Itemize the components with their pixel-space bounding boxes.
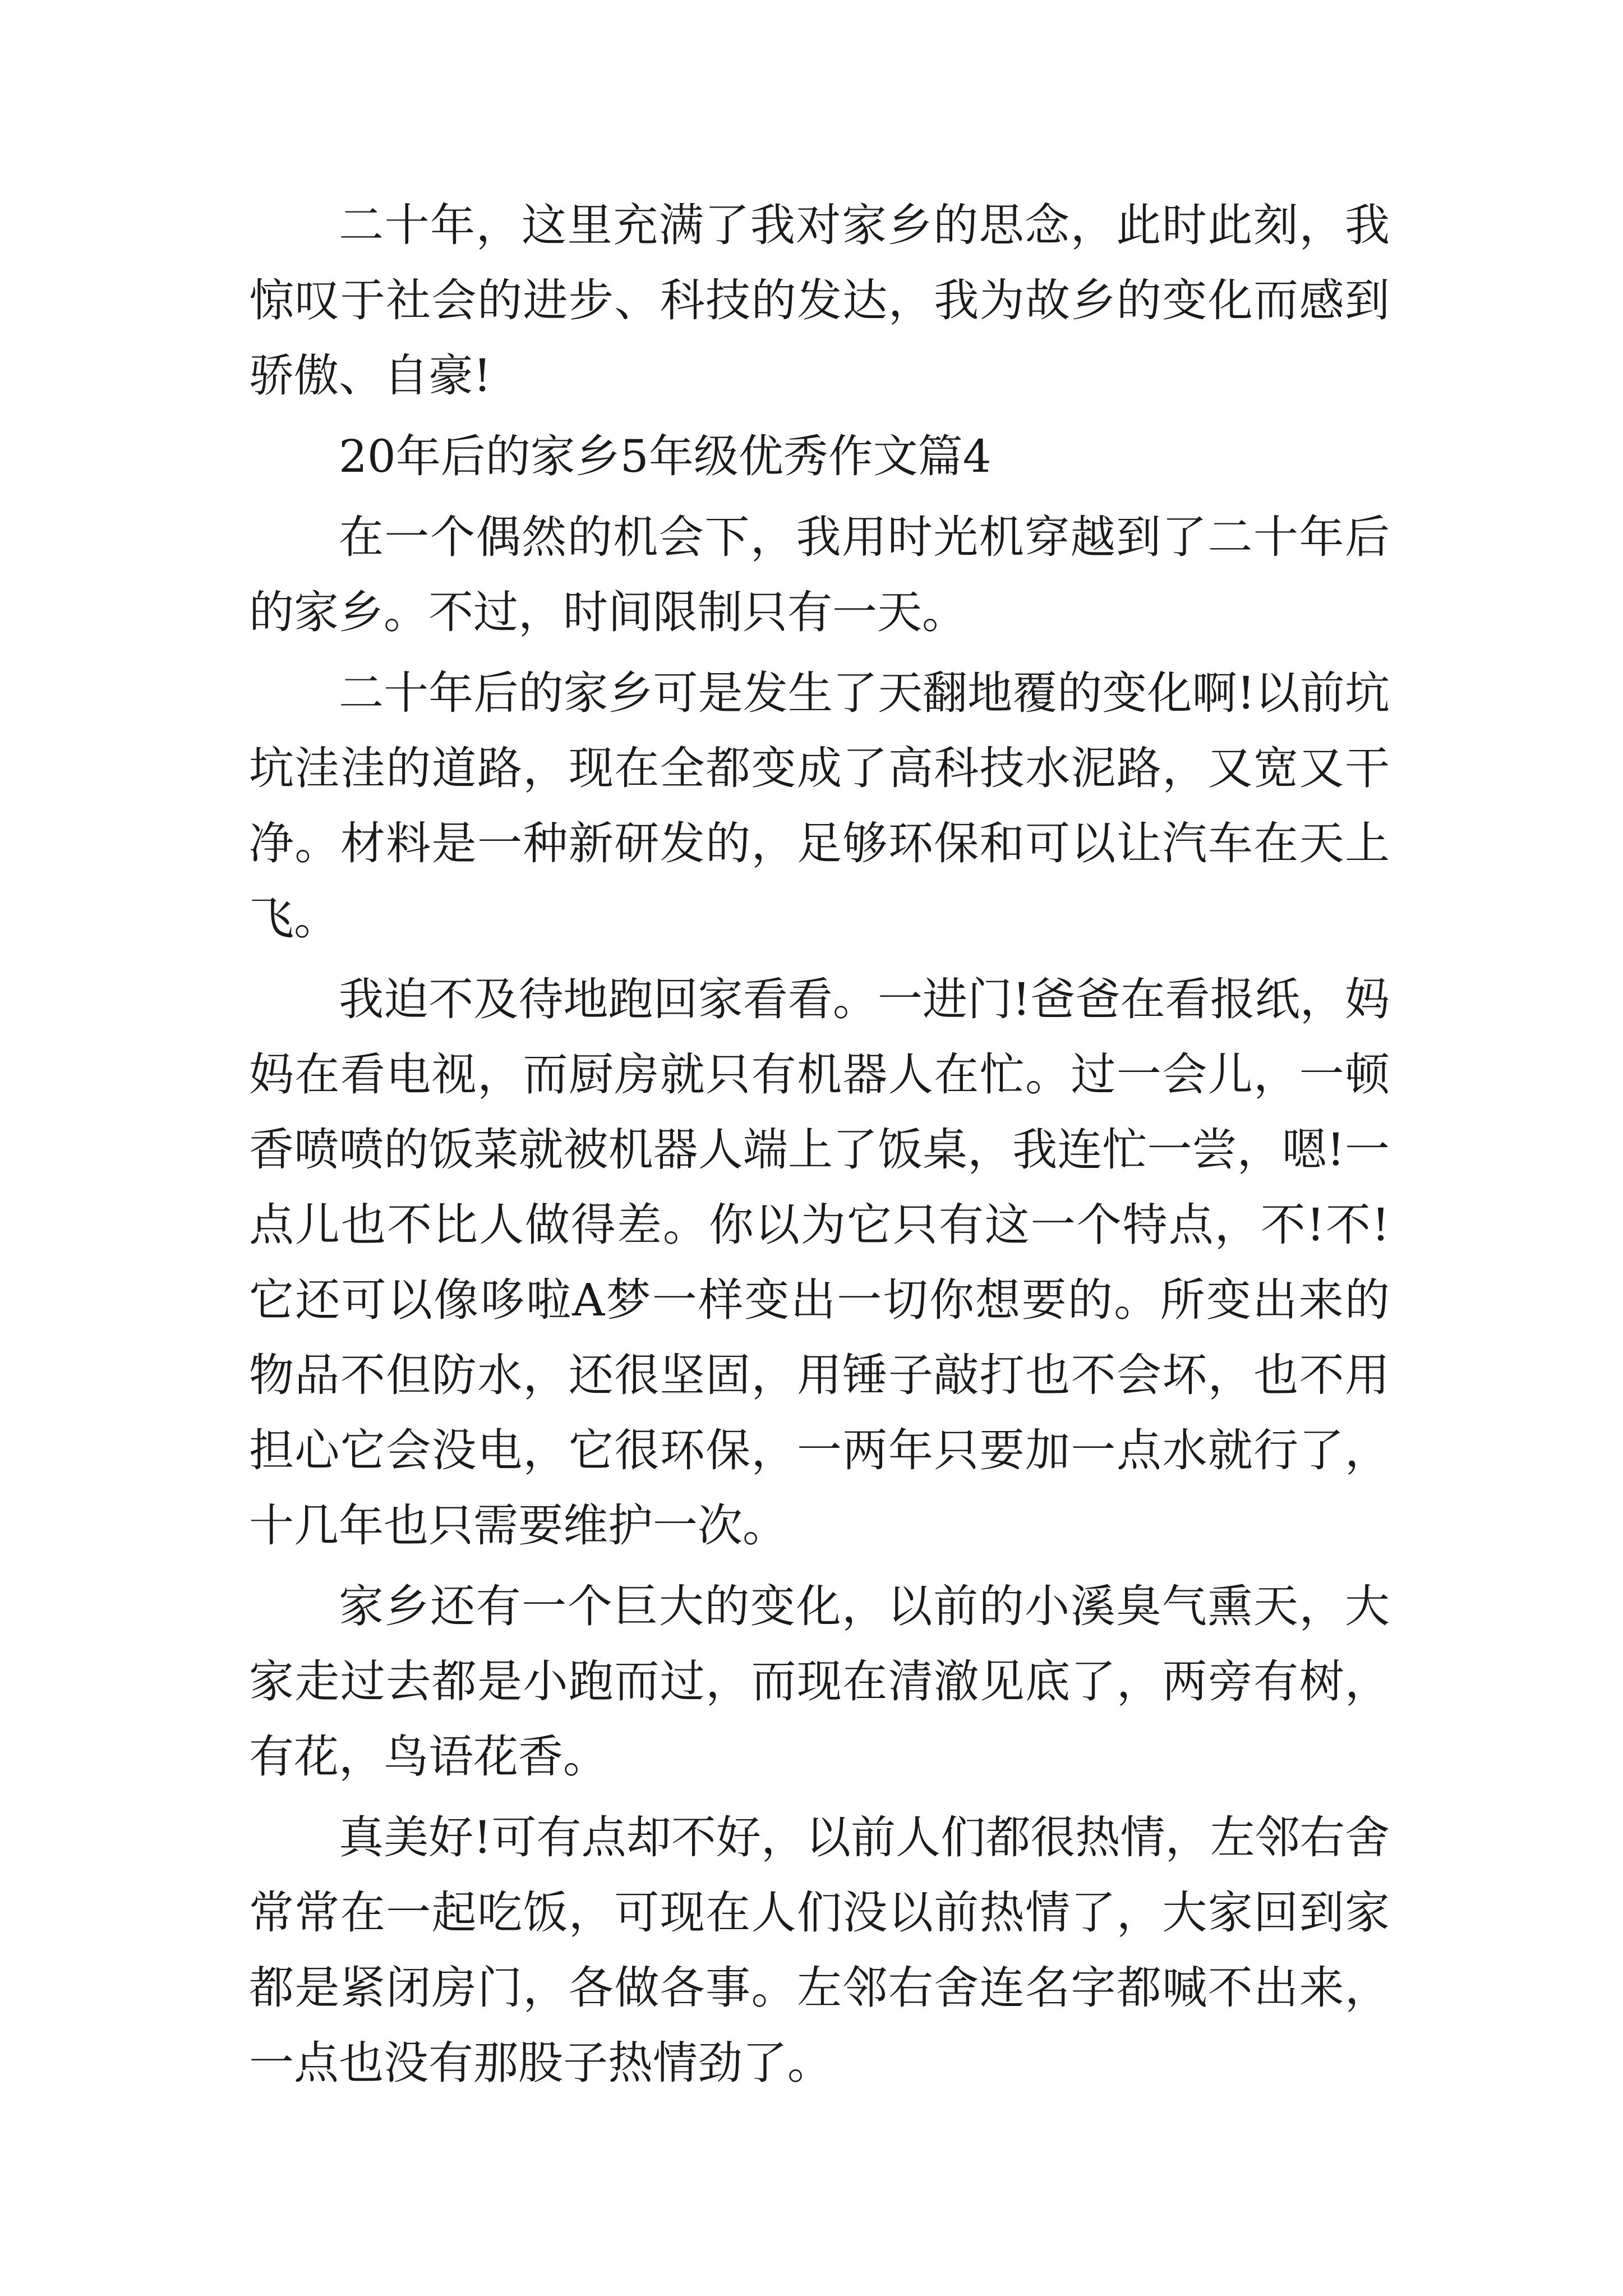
paragraph: 家乡还有一个巨大的变化，以前的小溪臭气熏天，大家走过去都是小跑而过，而现在清澈见底了，两旁有树，有花，鸟语花香。	[249, 1580, 1390, 1783]
section-heading: 20年后的家乡5年级优秀作文篇4	[339, 430, 992, 482]
paragraph: 真美好!可有点却不好，以前人们都很热情，左邻右舍常常在一起吃饭，可现在人们没以前热情了，大家回到家都是紧闭房门，各做各事。左邻右舍连名字都喊不出来，一点也没有那股子热情劲了。	[249, 1811, 1390, 2089]
paragraph: 二十年，这里充满了我对家乡的思念，此时此刻，我惊叹于社会的进步、科技的发达，我为故乡的变化而感到骄傲、自豪!	[249, 199, 1390, 402]
paragraph: 在一个偶然的机会下，我用时光机穿越到了二十年后的家乡。不过，时间限制只有一天。	[249, 511, 1390, 638]
document-body	[249, 188, 1390, 2106]
paragraph: 二十年后的家乡可是发生了天翻地覆的变化啊!以前坑坑洼洼的道路，现在全都变成了高科技水泥路，又宽又干净。材料是一种新研发的，足够环保和可以让汽车在天上飞。	[249, 667, 1390, 945]
paragraph: 我迫不及待地跑回家看看。一进门!爸爸在看报纸，妈妈在看电视，而厨房就只有机器人在忙。过一会儿，一顿香喷喷的饭菜就被机器人端上了饭桌，我连忙一尝，嗯!一点儿也不比人做得差。你以为它只有这一个特点，不!不!它还可以像哆啦A梦一样变出一切你想要的。所变出来的物品不但防水，还很坚固，用锤子敲打也不会坏，也不用担心它会没电，它很环保，一两年只要加一点水就行了，十几年也只需要维护一次。	[249, 973, 1390, 1552]
